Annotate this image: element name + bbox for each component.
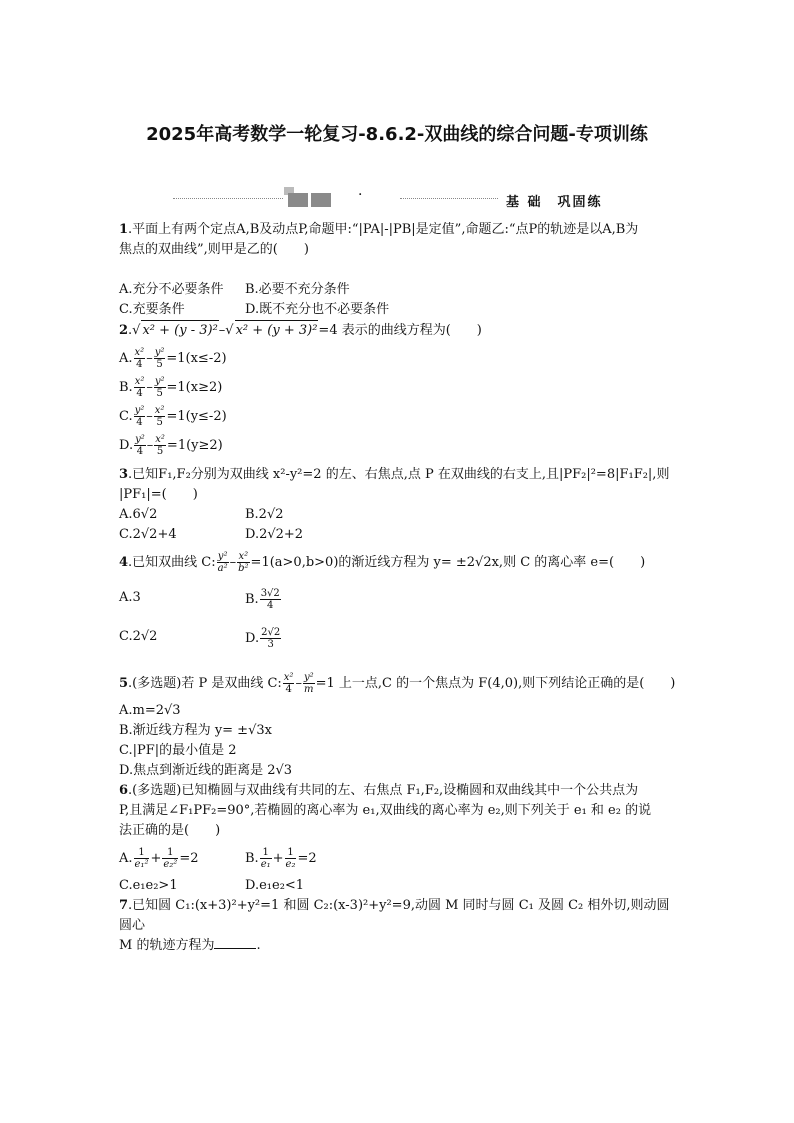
page-title: 2025年高考数学一轮复习-8.6.2-双曲线的综合问题-专项训练 bbox=[146, 124, 648, 145]
question-5: 5.(多选题)若 P 是双曲线 C: $\frac{\text{x²}}{4}$ – $\frac{\text{y²}}{m}$ =1 上一点,C 的一个焦点为 F(4,0),则下列结论正确的是( ) A.m=2√3 B.渐近线方程为 y= ±√3x C.|PF|的最小值是 2 D.焦点到渐近线的距离是 2√3 bbox=[119, 672, 679, 781]
option-d: D.既不充分也不必要条件 bbox=[245, 302, 390, 317]
option-a: A.m=2√3 bbox=[119, 703, 181, 718]
option-c: C.e₁e₂>1 bbox=[119, 878, 178, 893]
option-d: D. $\frac{\text{y²}}{4}$ – $\frac{\text{x²}}{5}$ =1(y≥2) bbox=[119, 434, 223, 457]
question-number: 5 bbox=[119, 676, 129, 691]
question-1 bbox=[119, 220, 679, 320]
question-number: 4 bbox=[119, 555, 129, 570]
option-a: A.充分不必要条件 bbox=[119, 282, 224, 297]
question-number: 6 bbox=[119, 783, 129, 798]
question-text: .平面上有两个定点A,B及动点P,命题甲:“|PA|-|PB|是定值”,命题乙:“点P的轨迹是以A,B为 bbox=[128, 222, 639, 237]
question-number: 3 bbox=[119, 467, 129, 482]
radical-2: x² + (y + 3)² bbox=[235, 320, 319, 341]
question-number: 7 bbox=[119, 898, 129, 913]
option-b: B.渐近线方程为 y= ±√3x bbox=[119, 723, 272, 738]
question-text: =1(a>0,b>0)的渐近线方程为 y= ±2√2x,则 C 的离心率 e=( ) bbox=[250, 555, 646, 570]
option-c: C.2√2 bbox=[119, 629, 158, 644]
question-6 bbox=[119, 781, 679, 896]
question-text: =1 上一点,C 的一个焦点为 F(4,0),则下列结论正确的是( ) bbox=[315, 676, 676, 691]
option-c: C. $\frac{\text{y²}}{4}$ – $\frac{\text{x²}}{5}$ =1(y≤-2) bbox=[119, 405, 227, 428]
question-text: 法正确的是( ) bbox=[119, 823, 221, 838]
option-b: B. $\frac{3√2}{4}$ bbox=[245, 588, 280, 611]
option-b: B.必要不充分条件 bbox=[245, 282, 350, 297]
option-a: A.6√2 bbox=[119, 507, 158, 522]
option-d: D. $\frac{2√2}{3}$ bbox=[245, 627, 281, 650]
question-2: 2.√ x² + (y - 3)²–√ x² + (y + 3)²=4 表示的曲线方程为( ) A. $\frac{\text{x²}}{4}$ – $\frac{\text{y²}}{5}$ =1(x≤-2) B. $\frac{\text{x²}}{4}$ – $\frac{\text{y²}}{5}$ =1(x≥2) C. $\frac{\text{y²}}{4}$ – $\frac{\text{x²}}{5}$ =1(y≤-2) D. $\frac{\text{y²}}{4}$ – $\frac{\text{x²}}{5}$ =1(y≥2) bbox=[119, 320, 679, 457]
question-text: P,且满足∠F₁PF₂=90°,若椭圆的离心率为 e₁,双曲线的离心率为 e₂,则下列关于 e₁ 和 e₂ 的说 bbox=[119, 803, 652, 818]
question-list bbox=[119, 220, 679, 956]
question-text: =4 表示的曲线方程为( ) bbox=[318, 323, 482, 338]
question-text: M 的轨迹方程为 bbox=[119, 938, 215, 953]
option-b: B.2√2 bbox=[245, 507, 284, 522]
radical-1: x² + (y - 3)² bbox=[141, 320, 218, 341]
question-text: |PF₁|=( ) bbox=[119, 487, 198, 502]
section-decoration bbox=[284, 187, 354, 209]
option-a: A. $\frac{1}{\text{e₁²}}$ + $\frac{1}{\text{e₂²}}$ =2 bbox=[119, 847, 199, 870]
section-header bbox=[0, 185, 794, 215]
option-a: A. $\frac{\text{x²}}{4}$ – $\frac{\text{y²}}{5}$ =1(x≤-2) bbox=[119, 347, 227, 370]
option-b: B. $\frac{1}{\text{e₁}}$ + $\frac{1}{\text{e₂}}$ =2 bbox=[245, 847, 317, 870]
dotted-line-right bbox=[400, 198, 498, 199]
section-label: 基 础 巩固练 bbox=[506, 195, 603, 210]
question-text: .(多选题)已知椭圆与双曲线有共同的左、右焦点 F₁,F₂,设椭圆和双曲线其中一个公共点为 bbox=[128, 783, 639, 798]
dotted-line-left bbox=[173, 198, 283, 199]
question-7: 7.已知圆 C₁:(x+3)²+y²=1 和圆 C₂:(x-3)²+y²=9,动圆 M 同时与圆 C₁ 及圆 C₂ 相外切,则动圆圆心 M 的轨迹方程为 . bbox=[119, 898, 670, 953]
answer-blank[interactable] bbox=[214, 936, 256, 949]
option-d: D.2√2+2 bbox=[245, 527, 304, 542]
question-3 bbox=[119, 465, 679, 545]
option-a: A.3 bbox=[119, 590, 141, 605]
question-text: 焦点的双曲线”,则甲是乙的( ) bbox=[119, 242, 309, 257]
option-d: D.e₁e₂<1 bbox=[245, 878, 305, 893]
question-4: 4.已知双曲线 C: $\frac{\text{y²}}{\text{a²}}$ – $\frac{\text{x²}}{\text{b²}}$ =1(a>0,b>0)的渐近线方程为 y= ±2√2x,则 C 的离心率 e=( ) A.3 B. $\frac{3√2}{4}$ C.2√2 D. $\frac{2√2}{3}$ bbox=[119, 551, 646, 650]
question-number: 2 bbox=[119, 323, 129, 338]
question-text: .已知F₁,F₂分别为双曲线 x²-y²=2 的左、右焦点,点 P 在双曲线的右支上,且|PF₂|²=8|F₁F₂|,则 bbox=[128, 467, 670, 482]
option-d: D.焦点到渐近线的距离是 2√3 bbox=[119, 763, 293, 778]
section-dot: · bbox=[358, 187, 363, 203]
question-text: .已知圆 C₁:(x+3)²+y²=1 和圆 C₂:(x-3)²+y²=9,动圆 M 同时与圆 C₁ 及圆 C₂ 相外切,则动圆圆心 bbox=[119, 898, 670, 933]
option-b: B. $\frac{\text{x²}}{4}$ – $\frac{\text{y²}}{5}$ =1(x≥2) bbox=[119, 376, 223, 399]
option-c: C.2√2+4 bbox=[119, 527, 177, 542]
option-c: C.|PF|的最小值是 2 bbox=[119, 743, 237, 758]
question-number: 1 bbox=[119, 222, 129, 237]
option-c: C.充要条件 bbox=[119, 302, 185, 317]
